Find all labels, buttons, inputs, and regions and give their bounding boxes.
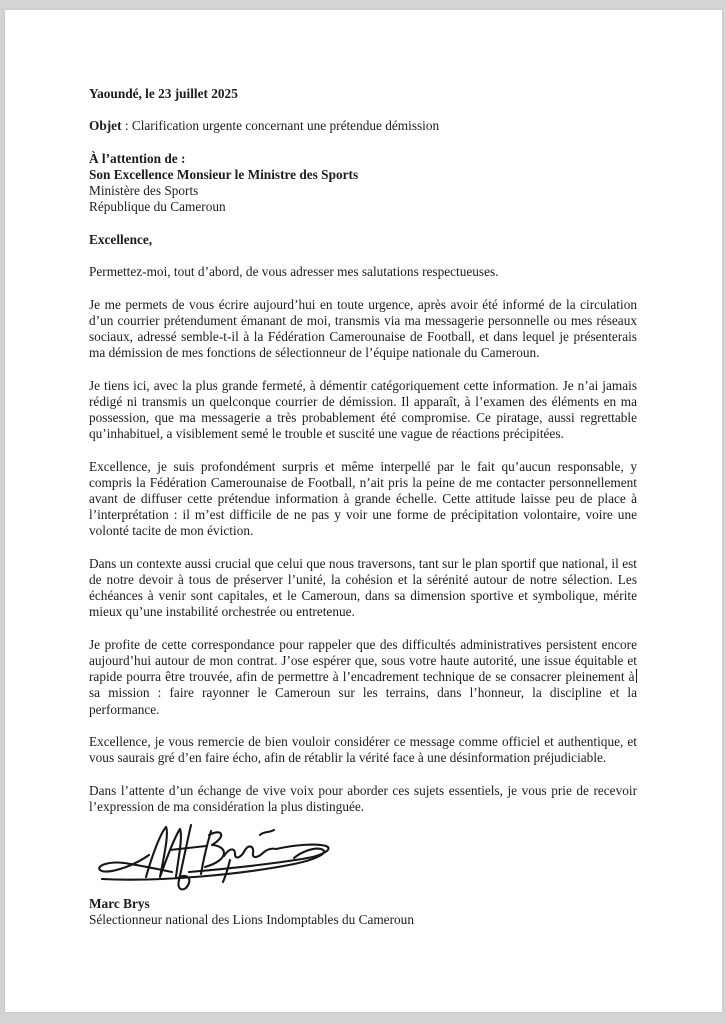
paragraph-5: Dans un contexte aussi crucial que celui que nous traversons, tant sur le plan sportif que national, il est de notre devoir à tous de préserver l’unité, la cohésion et la sérénité autour de notre sélection. Les échéances à venir sont capitales, et le Cameroun, dans sa dimension sportive et symbolique, mérite mieux qu’une instabilité orchestrée ou entretenue. <box>89 555 637 620</box>
subject-line <box>89 118 637 134</box>
paragraph-6-before-cursor: Je profite de cette correspondance pour rappeler que des difficultés administratives persistent encore aujourd’hui autour de mon contrat. J’ose espérer que, sous votre haute autorité, une issue équitable et rapide pourra être trouvée, afin de permettre à l’encadrement technique de se consacrer pleinement à <box>89 636 637 685</box>
recipient-block <box>89 151 637 216</box>
paragraph-2: Je me permets de vous écrire aujourd’hui en toute urgence, après avoir été informé de la circulation d’un courrier prétendument émanant de moi, transmis via ma messagerie personnelle ou mes réseaux sociaux, adressé semble-t-il à la Fédération Camerounaise de Football, et dans lequel je présenterais ma démission de mes fonctions de sélectionneur de l’équipe nationale du Cameroun. <box>89 296 637 361</box>
salutation: Excellence, <box>89 231 153 247</box>
signature-block <box>89 822 637 892</box>
letter-body[interactable] <box>89 86 637 928</box>
letter-page[interactable] <box>5 10 722 1012</box>
signature-name: Marc Brys <box>89 895 150 911</box>
paragraph-6-after-cursor: sa mission : faire rayonner le Cameroun sur les terrains, dans l’honneur, la discipline et la performance. <box>89 685 637 717</box>
date-line: Yaoundé, le 23 juillet 2025 <box>89 86 238 101</box>
paragraph-3: Je tiens ici, avec la plus grande fermeté, à démentir catégoriquement cette information. Je n’ai jamais rédigé ni transmis un quelconque courrier de démission. Il apparaît, à l’examen des éléments en ma possession, que ma messagerie a très probablement été compromise. Ce piratage, aussi regrettable qu’inhabituel, a visiblement semé le trouble et suscité une vague de réactions précipitées. <box>89 377 637 442</box>
recipient-name: Son Excellence Monsieur le Ministre des Sports <box>89 166 359 182</box>
paragraph-4: Excellence, je suis profondément surpris et même interpellé par le fait qu’aucun responsable, y compris la Fédération Camerounaise de Football, n’ait pris la peine de me contacter personnellement avant de diffuser cette prétendue information à grande échelle. Cette attitude laisse peu de place à l’interprétation : il m’est difficile de ne pas y voir une forme de précipitation volontaire, voire une volonté tacite de mon éviction. <box>89 458 637 539</box>
paragraph-1: Permettez-moi, tout d’abord, de vous adresser mes salutations respectueuses. <box>89 264 499 280</box>
subject-text: : Clarification urgente concernant une prétendue démission <box>121 118 440 134</box>
signature-title: Sélectionneur national des Lions Indomptables du Cameroun <box>89 912 414 928</box>
paragraph-8: Dans l’attente d’un échange de vive voix pour aborder ces sujets essentiels, je vous prie de recevoir l’expression de ma considération la plus distinguée. <box>89 782 637 814</box>
attention-line: À l’attention de : <box>89 150 186 166</box>
text-cursor <box>636 669 638 683</box>
paragraph-7: Excellence, je vous remercie de bien vouloir considérer ce message comme officiel et authentique, et vous saurais gré d’en faire écho, afin de rétablir la vérité face à une désinformation préjudiciable. <box>89 733 637 766</box>
recipient-country: République du Cameroun <box>89 199 226 215</box>
paragraph-6 <box>89 637 637 718</box>
signature-scribble <box>89 822 349 892</box>
recipient-ministry: Ministère des Sports <box>89 183 199 199</box>
subject-label: Objet <box>89 118 122 134</box>
